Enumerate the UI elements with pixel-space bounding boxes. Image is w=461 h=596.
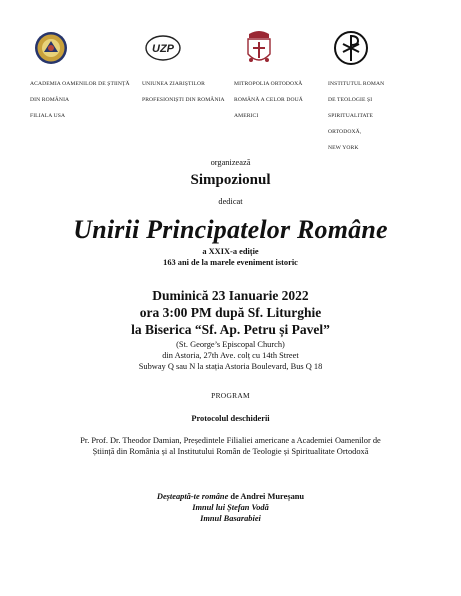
org-institute-line-1: INSTITUTUL ROMAN <box>328 81 385 87</box>
svg-text:UZP: UZP <box>152 43 174 55</box>
event-title: Unirii Principatelor Române <box>73 215 388 244</box>
org-institute-line-2: DE TEOLOGIE ȘI <box>328 97 373 103</box>
org-uzp-caption <box>142 72 225 112</box>
edition-text: a XXIX-a ediție <box>202 247 259 256</box>
church-english-name: (St. George’s Episcopal Church) <box>176 340 285 349</box>
song-3: Imnul Basarabiei <box>200 514 261 523</box>
org-uzp-line-2: PROFESIONIȘTI DIN ROMÂNIA <box>142 97 225 103</box>
event-transit: Subway Q sau N la stația Astoria Boulevard, Bus Q 18 <box>138 362 323 371</box>
org-institute-caption <box>328 72 384 160</box>
event-place: la Biserica “Sf. Ap. Petru și Pavel” <box>131 322 330 337</box>
dedicat-text: dedicat <box>218 197 243 206</box>
song-1-author: de Andrei Mureșanu <box>228 492 305 501</box>
event-address: din Astoria, 27th Ave. colț cu 14th Street <box>162 351 299 360</box>
uzp-monogram-icon <box>142 30 184 66</box>
org-institute-line-4: ORTODOXĂ, <box>328 129 362 135</box>
org-institute-line-3: SPIRITUALITATE <box>328 113 374 119</box>
event-time: ora 3:00 PM după Sf. Liturghie <box>139 305 322 320</box>
org-academia-line-2: DIN ROMÂNIA <box>30 97 70 103</box>
song-2: Imnul lui Ștefan Vodă <box>192 503 269 512</box>
org-mitropolia-line-2: ROMÂNĂ A CELOR DOUĂ <box>234 97 303 103</box>
org-academia-line-3: FILIALA USA <box>30 113 66 119</box>
simpozionul-heading: Simpozionul <box>190 172 271 188</box>
speaker-line-1: Pr. Prof. Dr. Theodor Damian, Președintele Filialiei americane a Academiei Oamenilor de <box>80 436 381 445</box>
org-uzp-line-1: UNIUNEA ZIARIȘTILOR <box>142 81 205 87</box>
song-1-title: Deșteaptă-te române <box>156 492 229 501</box>
academia-seal-icon <box>30 30 72 66</box>
org-institute-line-5: NEW YORK <box>328 145 359 151</box>
opening-protocol-text: Protocolul deschiderii <box>191 414 270 423</box>
anniversary-text: 163 ani de la marele eveniment istoric <box>163 258 298 267</box>
org-mitropolia-caption <box>234 72 303 128</box>
event-date: Duminică 23 Ianuarie 2022 <box>152 288 309 303</box>
mitropolia-coat-of-arms-icon <box>238 30 280 66</box>
org-academia-caption <box>30 72 130 128</box>
speaker-line-2: Știință din România și al Institutului Român de Teologie și Spiritualitate Ortodoxă <box>92 447 369 456</box>
song-1 <box>0 492 461 501</box>
institute-chi-rho-emblem-icon <box>330 30 372 66</box>
program-heading: PROGRAM <box>211 391 250 400</box>
org-mitropolia-line-1: MITROPOLIA ORTODOXĂ <box>234 81 303 87</box>
organizeaza-text: organizează <box>210 158 251 167</box>
org-academia-line-1: ACADEMIA OAMENILOR DE ȘTIINȚĂ <box>30 81 130 87</box>
org-mitropolia-line-3: AMERICI <box>234 113 259 119</box>
